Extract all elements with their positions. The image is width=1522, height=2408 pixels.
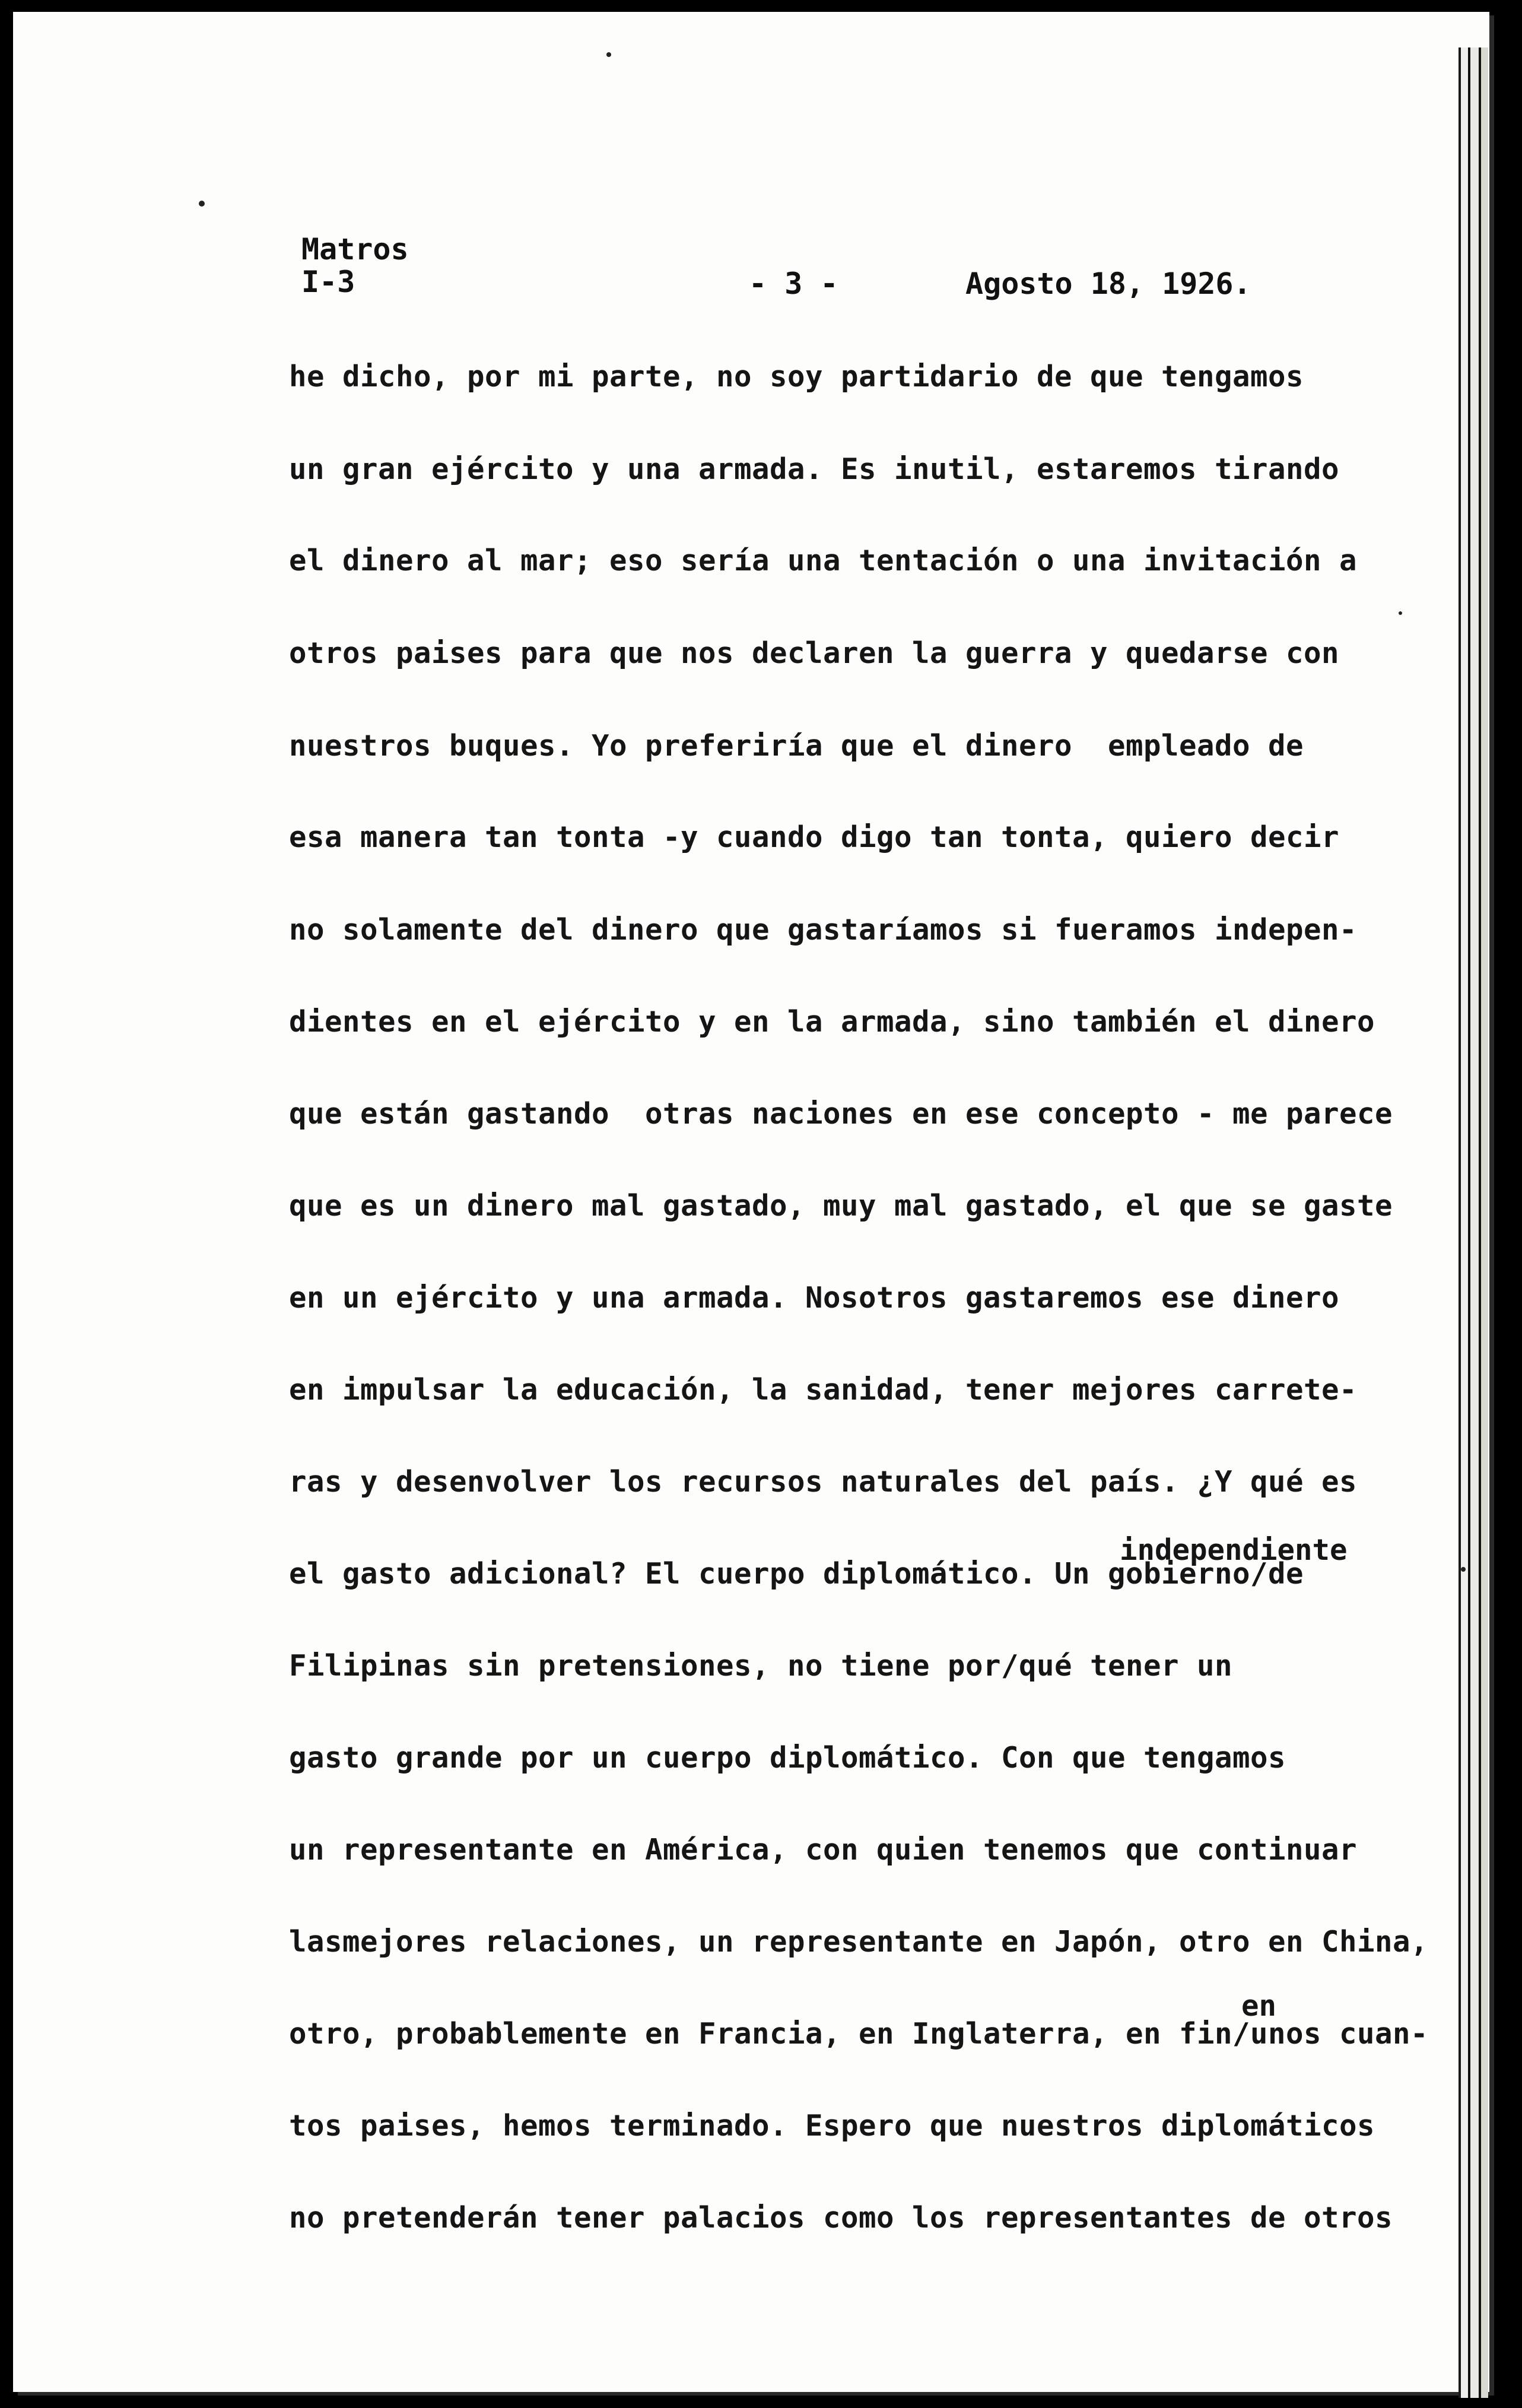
ink-speck [1461,1567,1466,1572]
text-line: lasmejores relaciones, un representante en Japón, otro en China, [289,1925,1429,1959]
text-line: el gasto adicional? El cuerpo diplomático. Un gobierno/de [289,1557,1304,1591]
text-line: gasto grande por un cuerpo diplomático. Con que tengamos [289,1741,1286,1775]
text-line: no solamente del dinero que gastaríamos si fueramos indepen- [289,913,1358,947]
ink-speck [199,201,205,207]
text-line: que están gastando otras naciones en ese concepto - me parece [289,1097,1393,1131]
header-date: Agosto 18, 1926. [965,267,1251,301]
text-line: otros paises para que nos declaren la guerra y quedarse con [289,636,1340,670]
text-line: otro, probablemente en Francia, en Inglaterra, en fin/unos cuan- [289,2017,1429,2051]
ink-speck [606,52,611,57]
text-line: en un ejército y una armada. Nosotros gastaremos ese dinero [289,1281,1340,1315]
text-line: ras y desenvolver los recursos naturales del país. ¿Y qué es [289,1465,1358,1499]
text-line: tos paises, hemos terminado. Espero que nuestros diplomáticos [289,2109,1375,2143]
page-edge [1459,47,1488,2398]
text-line: nuestros buques. Yo preferiría que el dinero empleado de [289,729,1304,763]
text-line: un gran ejército y una armada. Es inutil, estaremos tirando [289,452,1340,486]
text-line: un representante en América, con quien tenemos que continuar [289,1833,1358,1867]
text-line: que es un dinero mal gastado, muy mal gastado, el que se gaste [289,1189,1393,1223]
text-line: dientes en el ejército y en la armada, sino también el dinero [289,1005,1375,1039]
header-file-ref: I-3 [301,265,355,299]
text-line: el dinero al mar; eso sería una tentación o una invitación a [289,544,1358,578]
interlinear-insertion: independiente [1120,1533,1348,1567]
header-page-number: - 3 - [749,267,838,301]
text-line: en impulsar la educación, la sanidad, tener mejores carrete- [289,1373,1358,1407]
typed-page [13,12,1489,2392]
text-line: Filipinas sin pretensiones, no tiene por/qué tener un [289,1649,1233,1683]
ink-speck [1399,611,1402,615]
text-line: he dicho, por mi parte, no soy partidario de que tengamos [289,360,1304,394]
text-line: no pretenderán tener palacios como los representantes de otros [289,2201,1393,2235]
text-line: esa manera tan tonta -y cuando digo tan tonta, quiero decir [289,820,1340,854]
interlinear-insertion: en [1241,1989,1277,2023]
header-author: Matros [301,232,409,267]
